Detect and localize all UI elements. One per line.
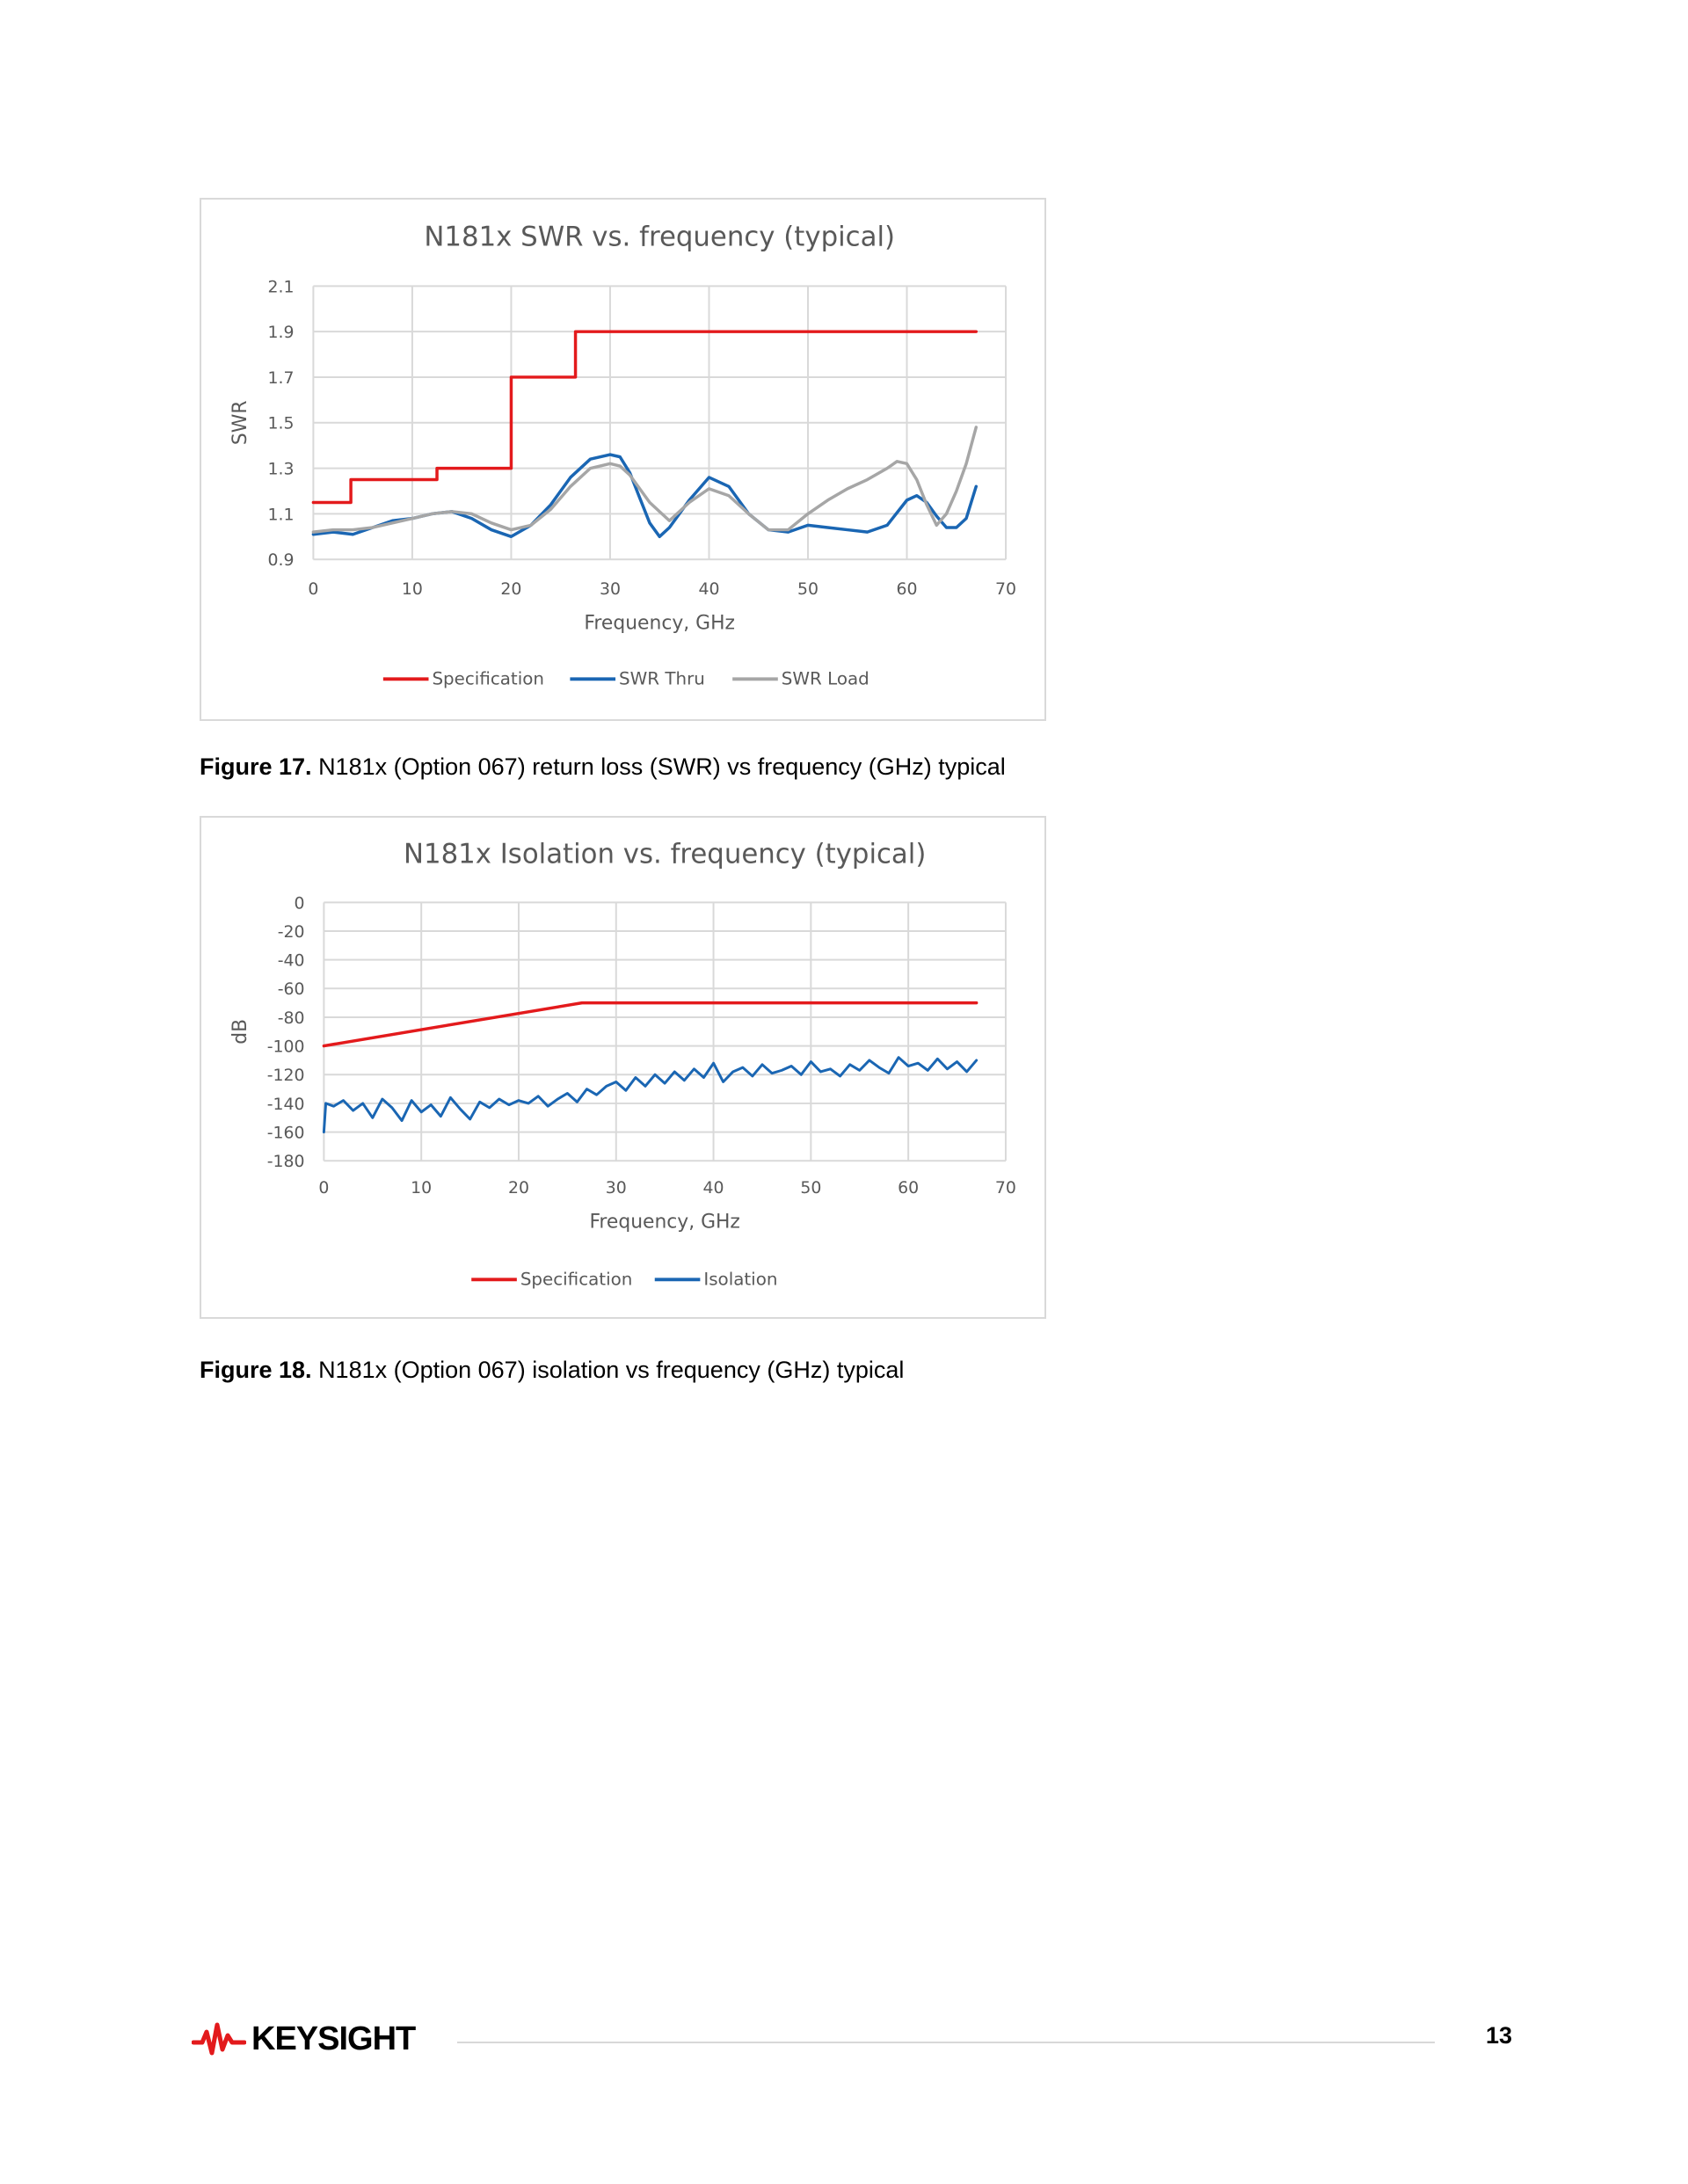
swr-x-tick-label: 0 — [308, 579, 319, 599]
footer-divider — [457, 2042, 1435, 2043]
iso-y-axis-label: dB — [229, 1018, 252, 1045]
swr-y-axis-label: SWR — [229, 400, 251, 446]
swr-x-tick-label: 60 — [896, 579, 918, 599]
iso-y-tick-label: -160 — [266, 1123, 305, 1143]
swr-y-tick-label: 1.9 — [267, 323, 295, 343]
iso-x-tick-label: 40 — [702, 1177, 724, 1198]
iso-y-tick-label: -180 — [266, 1152, 305, 1172]
figure-17-text: N181x (Option 067) return loss (SWR) vs frequency (GHz) typical — [318, 753, 1006, 780]
swr-x-tick-label: 40 — [698, 579, 720, 599]
iso-x-tick-label: 60 — [898, 1177, 920, 1198]
swr-chart — [200, 198, 1046, 721]
iso-y-tick-label: -120 — [266, 1066, 305, 1086]
swr-y-tick-label: 1.3 — [267, 459, 295, 479]
figure-18-label: Figure 18. — [200, 1357, 312, 1383]
iso-x-axis-label: Frequency, GHz — [589, 1211, 740, 1234]
iso-legend-label: Specification — [520, 1269, 633, 1290]
iso-legend-label: Isolation — [703, 1269, 778, 1290]
swr-x-axis-label: Frequency, GHz — [584, 612, 735, 635]
swr-y-tick-label: 1.1 — [267, 505, 295, 525]
keysight-logo — [192, 2017, 415, 2061]
figure-17-label: Figure 17. — [200, 753, 312, 780]
swr-chart-svg — [201, 200, 1044, 719]
figure-18-text: N181x (Option 067) isolation vs frequency (GHz) typical — [318, 1357, 905, 1383]
iso-y-tick-label: -80 — [277, 1008, 305, 1028]
swr-legend-label: SWR Load — [781, 668, 869, 689]
swr-legend-label: Specification — [432, 668, 544, 689]
iso-x-tick-label: 70 — [994, 1177, 1016, 1198]
iso-x-tick-label: 0 — [318, 1177, 330, 1198]
iso-x-tick-label: 20 — [507, 1177, 529, 1198]
isolation-chart-svg — [201, 818, 1044, 1317]
swr-x-tick-label: 10 — [401, 579, 423, 599]
swr-x-tick-label: 20 — [500, 579, 522, 599]
figure-18-caption — [200, 1357, 904, 1384]
iso-chart-title: N181x Isolation vs. frequency (typical) — [404, 838, 927, 870]
swr-y-tick-label: 0.9 — [267, 550, 295, 571]
brand-name: KEYSIGHT — [251, 2020, 416, 2057]
iso-x-tick-label: 30 — [605, 1177, 627, 1198]
iso-y-tick-label: -60 — [277, 979, 305, 1000]
swr-legend-label: SWR Thru — [619, 668, 705, 689]
iso-y-tick-label: 0 — [294, 893, 305, 914]
figure-17-caption — [200, 753, 1006, 781]
swr-x-tick-label: 30 — [599, 579, 621, 599]
iso-y-tick-label: -100 — [266, 1037, 305, 1057]
iso-y-tick-label: -140 — [266, 1094, 305, 1114]
isolation-chart — [200, 816, 1046, 1319]
iso-y-tick-label: -20 — [277, 921, 305, 942]
swr-chart-title: N181x SWR vs. frequency (typical) — [424, 221, 896, 253]
iso-x-tick-label: 10 — [411, 1177, 433, 1198]
page-number: 13 — [1485, 2022, 1512, 2049]
swr-y-tick-label: 1.5 — [267, 413, 295, 433]
swr-x-tick-label: 70 — [995, 579, 1017, 599]
keysight-wave-icon — [192, 2020, 246, 2058]
swr-y-tick-label: 2.1 — [267, 277, 295, 297]
iso-x-tick-label: 50 — [800, 1177, 822, 1198]
iso-y-tick-label: -40 — [277, 950, 305, 971]
swr-y-tick-label: 1.7 — [267, 368, 295, 388]
swr-x-tick-label: 50 — [797, 579, 819, 599]
